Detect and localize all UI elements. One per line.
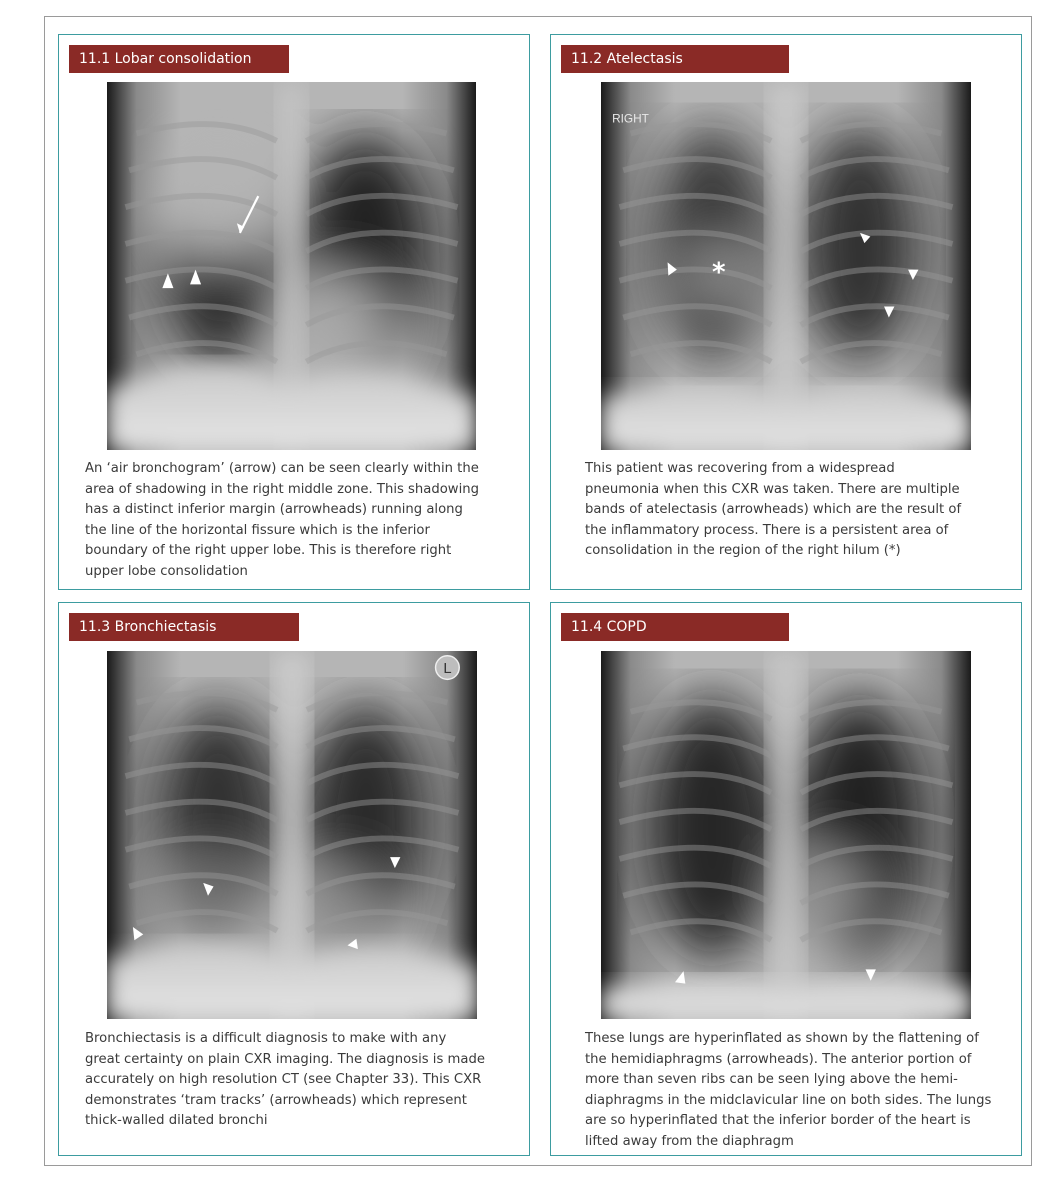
- figure-panel-11-2: [550, 34, 1022, 590]
- figure-title: 11.2 Atelectasis: [561, 45, 789, 73]
- figure-panel-11-1: [58, 34, 530, 590]
- figure-caption: This patient was recovering from a widespread pneumonia when this CXR was taken. There are multiple bands of atelectasis (arrowheads) which are the result of the inflammatory process. There is a persistent area of consolidation in the region of the right hilum (*): [585, 461, 962, 559]
- xray-image-bronchiectasis: [107, 651, 477, 1019]
- figure-caption: Bronchiectasis is a difficult diagnosis to make with any great certainty on plain CXR imaging. The diagnosis is made accurately on high resolution CT (see Chapter 33). This CXR demonstrates ‘tram tracks’ (arrowheads) which represent thick-walled dilated bronchi: [85, 1031, 485, 1129]
- figure-caption: These lungs are hyperinflated as shown by the flattening of the hemidiaphragms (arrowheads). The anterior portion of more than seven ribs can be seen lying above the hemi- diaphragms in the midclavicular line on both sides. The lungs are so hyperinflated that the inferior border of the heart is lifted away from the diaphragm: [585, 1031, 992, 1149]
- figure-title: 11.4 COPD: [561, 613, 789, 641]
- figure-caption: An ‘air bronchogram’ (arrow) can be seen clearly within the area of shadowing in the right middle zone. This shadowing has a distinct inferior margin (arrowheads) running along the line of the horizontal fissure which is the inferior boundary of the right upper lobe. This is therefore right upper lobe consolidation: [85, 461, 479, 579]
- xray-image-copd: [601, 651, 971, 1019]
- figure-panel-11-3: [58, 602, 530, 1156]
- xray-image-lobar-consolidation: [107, 82, 476, 450]
- figure-panel-11-4: [550, 602, 1022, 1156]
- xray-image-atelectasis: [601, 82, 971, 450]
- figure-title: 11.1 Lobar consolidation: [69, 45, 289, 73]
- hilum-marker: *: [712, 257, 726, 288]
- figure-title: 11.3 Bronchiectasis: [69, 613, 299, 641]
- image-side-label: L: [443, 661, 452, 678]
- image-side-label: RIGHT: [612, 111, 649, 126]
